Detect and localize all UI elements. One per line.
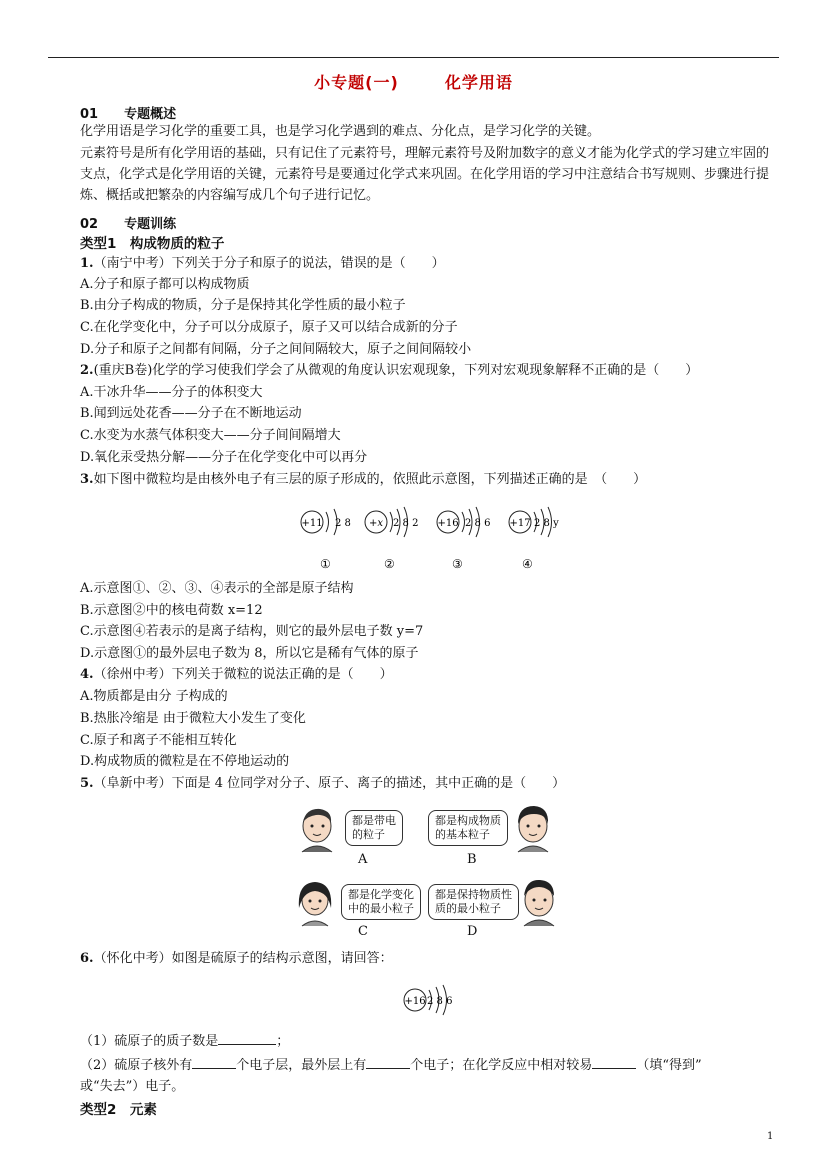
student-a-face-icon bbox=[296, 804, 338, 852]
q3-option-a: A.示意图①、②、③、④表示的全部是原子结构 bbox=[80, 581, 354, 596]
q6-blank-gain-lose[interactable] bbox=[592, 1056, 636, 1069]
student-c-face-icon bbox=[294, 878, 336, 926]
svg-text:+16: +16 bbox=[404, 996, 426, 1007]
q6-sub2-cont: 或“失去”）电子。 bbox=[80, 1079, 185, 1094]
bubble-a-line1: 都是带电 bbox=[352, 814, 396, 827]
q3-text: 如下图中微粒均是由核外电子有三层的原子形成的，依照此示意图，下列描述正确的是 （ ） bbox=[93, 472, 647, 487]
q4-option-a: A.物质都是由分 子构成的 bbox=[80, 689, 228, 704]
section-overview-heading bbox=[80, 103, 176, 122]
q4-stem bbox=[80, 664, 393, 685]
atom-diagram-1 bbox=[301, 509, 351, 571]
q2-option-d: D.氧化汞受热分解——分子在化学变化中可以再分 bbox=[80, 450, 368, 465]
type1-heading: 类型1 构成物质的粒子 bbox=[80, 236, 225, 252]
q1-stem bbox=[80, 253, 445, 274]
bubble-a bbox=[345, 810, 403, 846]
page-title bbox=[0, 70, 827, 93]
section-name: 专题训练 bbox=[124, 217, 177, 232]
section-number: 02 bbox=[80, 217, 99, 232]
bubble-d-line1: 都是保持物质性 bbox=[435, 888, 512, 901]
top-rule bbox=[48, 57, 779, 58]
svg-text:④: ④ bbox=[522, 557, 533, 571]
bubble-c-line2: 中的最小粒子 bbox=[348, 902, 414, 915]
overview-para-2 bbox=[80, 143, 780, 206]
q5-label-c: C bbox=[358, 924, 368, 939]
q6-blank-outer-electrons[interactable] bbox=[366, 1056, 410, 1069]
svg-text:2 8: 2 8 bbox=[335, 518, 351, 529]
q3-option-b: B.示意图②中的核电荷数 x=12 bbox=[80, 603, 263, 618]
q2-text: (重庆B卷)化学的学习使我们学会了从微观的角度认识宏观现象，下列对宏观现象解释不正确的是（ ） bbox=[93, 363, 699, 378]
bubble-d-line2: 质的最小粒子 bbox=[435, 902, 501, 915]
atom-diagrams bbox=[290, 500, 559, 572]
title-right: 化学用语 bbox=[444, 73, 513, 92]
q2-option-c: C.水变为水蒸气体积变大——分子间间隔增大 bbox=[80, 428, 341, 443]
svg-text:2 8 y: 2 8 y bbox=[534, 518, 559, 529]
svg-text:+16: +16 bbox=[437, 518, 459, 529]
overview-para-2-text: 元素符号是所有化学用语的基础，只有记住了元素符号，理解元素符号及附加数字的意义才能为化学式的学习建立牢固的支点，化学式是化学用语的关键，元素符号是要通过化学式来巩固。在化学用语的学习中注意结合书写规则、步骤进行提炼、概括或把繁杂的内容编写成几个句子进行记忆。 bbox=[80, 146, 770, 203]
q5-text: （阜新中考）下面是 4 位同学对分子、原子、离子的描述，其中正确的是（ ） bbox=[93, 776, 566, 791]
q2-option-b: B.闻到远处花香——分子在不断地运动 bbox=[80, 406, 302, 421]
q3-number: 3. bbox=[80, 472, 94, 487]
section-name: 专题概述 bbox=[124, 107, 177, 122]
q4-option-d: D.构成物质的微粒是在不停地运动的 bbox=[80, 754, 290, 769]
bubble-d bbox=[428, 884, 519, 920]
q1-option-d: D.分子和原子之间都有间隔，分子之间间隔较大，原子之间间隔较小 bbox=[80, 342, 472, 357]
atom-diagram-2 bbox=[365, 507, 418, 571]
q5-number: 5. bbox=[80, 776, 94, 791]
q3-option-c: C.示意图④若表示的是离子结构，则它的最外层电子数 y=7 bbox=[80, 624, 424, 639]
student-b-face-icon bbox=[512, 802, 554, 852]
atom-diagram-4 bbox=[509, 507, 559, 571]
q1-option-a: A.分子和原子都可以构成物质 bbox=[80, 277, 250, 292]
section-number: 01 bbox=[80, 107, 99, 122]
svg-text:+17: +17 bbox=[509, 518, 531, 529]
q6-sub1 bbox=[80, 1031, 289, 1052]
q4-number: 4. bbox=[80, 667, 94, 682]
page-number: 1 bbox=[767, 1131, 774, 1142]
q4-text: （徐州中考）下列关于微粒的说法正确的是（ ） bbox=[93, 667, 393, 682]
q6-stem bbox=[80, 948, 393, 969]
svg-text:+x: +x bbox=[368, 518, 384, 529]
svg-text:①: ① bbox=[320, 557, 331, 571]
overview-para-1: 化学用语是学习化学的重要工具，也是学习化学遇到的难点、分化点，是学习化学的关键。 bbox=[80, 124, 601, 139]
q2-option-a: A.干冰升华——分子的体积变大 bbox=[80, 385, 263, 400]
bubble-c bbox=[341, 884, 421, 920]
student-d-face-icon bbox=[518, 876, 560, 926]
q6-sub2 bbox=[80, 1055, 702, 1076]
bubble-b-line1: 都是构成物质 bbox=[435, 814, 501, 827]
svg-text:2 8 6: 2 8 6 bbox=[427, 996, 453, 1007]
q2-stem bbox=[80, 360, 698, 381]
title-left: 小专题(一) bbox=[314, 73, 399, 92]
svg-text:+11: +11 bbox=[301, 518, 323, 529]
q4-option-c: C.原子和离子不能相互转化 bbox=[80, 733, 237, 748]
atom-diagram-3 bbox=[437, 507, 490, 571]
q3-option-d: D.示意图①的最外层电子数为 8，所以它是稀有气体的原子 bbox=[80, 646, 419, 661]
q1-option-c: C.在化学变化中，分子可以分成原子，原子又可以结合成新的分子 bbox=[80, 320, 458, 335]
svg-text:2 8 6: 2 8 6 bbox=[465, 518, 491, 529]
bubble-b bbox=[428, 810, 508, 846]
q6-blank-protons[interactable] bbox=[218, 1032, 276, 1045]
sulfur-atom-diagram bbox=[400, 982, 460, 1018]
q5-label-d: D bbox=[467, 924, 478, 939]
q1-option-b: B.由分子构成的物质，分子是保持其化学性质的最小粒子 bbox=[80, 298, 406, 313]
section-training-heading bbox=[80, 213, 176, 232]
q6-sub1-end: ； bbox=[276, 1034, 290, 1049]
q4-option-b: B.热胀冷缩是 由于微粒大小发生了变化 bbox=[80, 711, 306, 726]
q6-number: 6. bbox=[80, 951, 94, 966]
bubble-c-line1: 都是化学变化 bbox=[348, 888, 414, 901]
q5-label-a: A bbox=[358, 852, 368, 867]
svg-text:2 8 2: 2 8 2 bbox=[393, 518, 419, 529]
type2-heading: 类型2 元素 bbox=[80, 1102, 157, 1118]
q6-blank-layers[interactable] bbox=[192, 1056, 236, 1069]
svg-text:②: ② bbox=[384, 557, 395, 571]
q1-text: （南宁中考）下列关于分子和原子的说法，错误的是（ ） bbox=[93, 256, 445, 271]
q6-sub2-b: 个电子层，最外层上有 bbox=[236, 1058, 367, 1073]
q2-number: 2. bbox=[80, 363, 94, 378]
q6-sub2-a: （2）硫原子核外有 bbox=[80, 1058, 193, 1073]
q6-sub1-text: （1）硫原子的质子数是 bbox=[80, 1034, 219, 1049]
q6-text: （怀化中考）如图是硫原子的结构示意图，请回答： bbox=[93, 951, 393, 966]
q5-label-b: B bbox=[467, 852, 477, 867]
svg-text:③: ③ bbox=[452, 557, 463, 571]
q5-stem bbox=[80, 773, 565, 794]
q6-sub2-d: （填“得到” bbox=[636, 1058, 702, 1073]
q1-number: 1. bbox=[80, 256, 94, 271]
bubble-b-line2: 的基本粒子 bbox=[435, 828, 490, 841]
q3-stem bbox=[80, 469, 646, 490]
bubble-a-line2: 的粒子 bbox=[352, 828, 385, 841]
q6-sub2-c: 个电子；在化学反应中相对较易 bbox=[410, 1058, 593, 1073]
